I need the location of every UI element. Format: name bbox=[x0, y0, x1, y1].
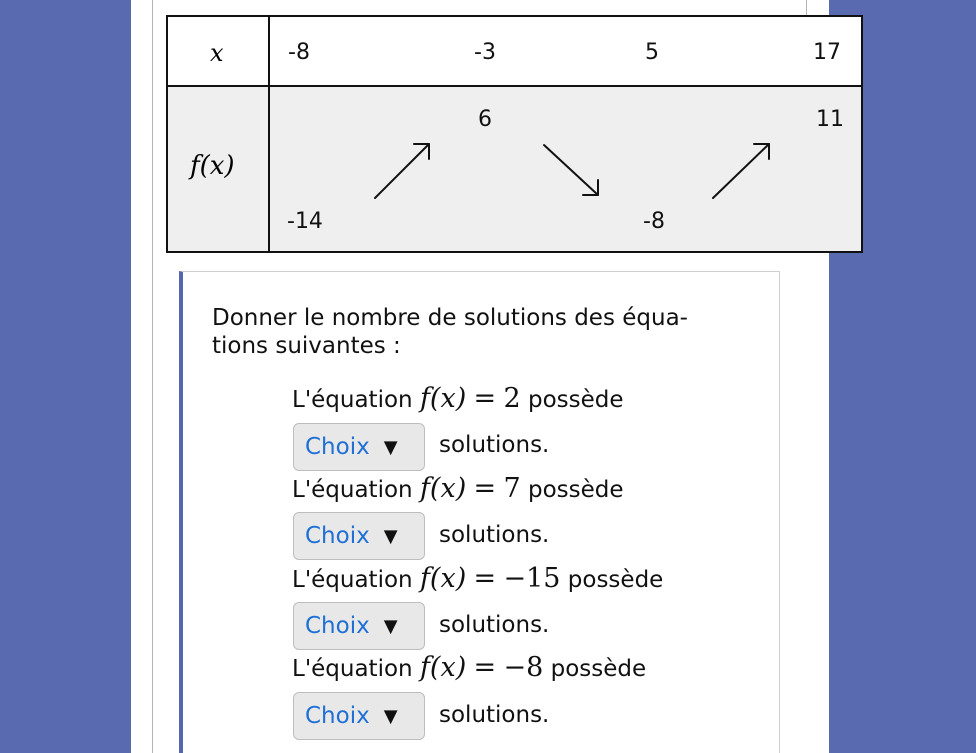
dropdown-caret-icon: ▼ bbox=[383, 705, 398, 727]
equation-fx: f(x) bbox=[419, 652, 467, 683]
fx-header: f(x) bbox=[190, 151, 235, 181]
prompt-line: Donner le nombre de solutions des équa- bbox=[212, 305, 688, 331]
equation-sign: = bbox=[473, 652, 497, 683]
x-value: -3 bbox=[474, 40, 496, 65]
page-divider bbox=[152, 0, 153, 753]
fx-row bbox=[168, 87, 861, 251]
equation-fx: f(x) bbox=[419, 383, 467, 414]
fx-value-min: -8 bbox=[643, 209, 665, 234]
select-value: Choix bbox=[305, 523, 370, 549]
select-value: Choix bbox=[305, 703, 370, 729]
select-value: Choix bbox=[305, 434, 370, 460]
equation-line bbox=[292, 383, 624, 414]
equation-suffix: possède bbox=[527, 387, 624, 413]
solutions-select[interactable] bbox=[293, 512, 425, 560]
fx-value-max: 11 bbox=[816, 107, 844, 132]
equation-line bbox=[292, 473, 624, 504]
solutions-select[interactable] bbox=[293, 602, 425, 650]
x-value: -8 bbox=[288, 40, 310, 65]
dropdown-caret-icon: ▼ bbox=[383, 615, 398, 637]
select-value: Choix bbox=[305, 613, 370, 639]
equation-suffix: possède bbox=[550, 656, 647, 682]
equation-prefix: L'équation bbox=[292, 477, 413, 503]
up-arrow-icon bbox=[713, 144, 769, 198]
x-value: 17 bbox=[813, 40, 841, 65]
equation-prefix: L'équation bbox=[292, 567, 413, 593]
equation-fx: f(x) bbox=[419, 473, 467, 504]
equation-prefix: L'équation bbox=[292, 387, 413, 413]
equation-suffix: possède bbox=[527, 477, 624, 503]
equation-line bbox=[292, 652, 646, 683]
solutions-label: solutions. bbox=[439, 432, 550, 458]
equation-sign: = bbox=[473, 383, 497, 414]
solutions-select[interactable] bbox=[293, 423, 425, 471]
x-value: 5 bbox=[645, 40, 659, 65]
equation-sign: = bbox=[473, 563, 497, 594]
fx-value-min: -14 bbox=[287, 209, 323, 234]
fx-value-max: 6 bbox=[478, 107, 492, 132]
page-divider bbox=[806, 0, 807, 15]
equation-rhs: 2 bbox=[503, 383, 521, 414]
equation-sign: = bbox=[473, 473, 497, 504]
up-arrow-icon bbox=[375, 144, 429, 198]
dropdown-caret-icon: ▼ bbox=[383, 525, 398, 547]
equation-rhs: 7 bbox=[503, 473, 521, 504]
dropdown-caret-icon: ▼ bbox=[383, 436, 398, 458]
x-row bbox=[168, 17, 861, 87]
down-arrow-icon bbox=[544, 145, 598, 195]
equation-rhs: −8 bbox=[503, 652, 544, 683]
equation-line bbox=[292, 563, 663, 594]
solutions-label: solutions. bbox=[439, 612, 550, 638]
exercise-panel bbox=[179, 271, 780, 753]
equation-fx: f(x) bbox=[419, 563, 467, 594]
variation-arrows bbox=[168, 87, 865, 251]
variation-table bbox=[166, 15, 863, 253]
solutions-label: solutions. bbox=[439, 522, 550, 548]
exercise-prompt bbox=[212, 304, 772, 360]
solutions-label: solutions. bbox=[439, 702, 550, 728]
equation-prefix: L'équation bbox=[292, 656, 413, 682]
equation-suffix: possède bbox=[567, 567, 664, 593]
column-separator bbox=[268, 17, 270, 251]
x-header: x bbox=[210, 39, 224, 67]
equation-rhs: −15 bbox=[503, 563, 561, 594]
prompt-line: tions suivantes : bbox=[212, 333, 401, 359]
solutions-select[interactable] bbox=[293, 692, 425, 740]
